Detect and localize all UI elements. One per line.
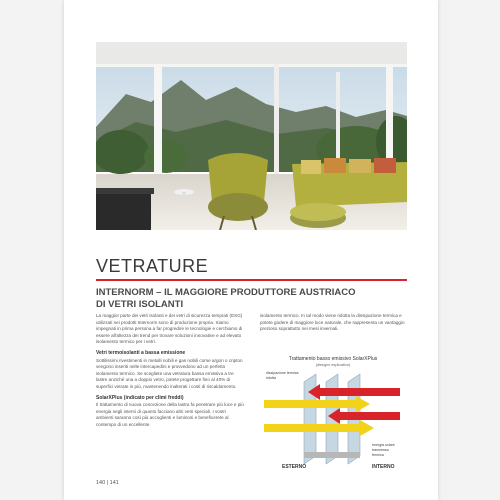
heat-arrow-2 <box>328 408 400 424</box>
section-paragraph-low-e: Sottilissimi rivestimenti in metalli nobili e gas nobili come argon o cripton vengono inseriti nelle intercapedini e provvedono ad un perfetto isolamento termico. Se scegliete una vetratura bassa emissiva a tre lastre anziché una a doppio vetro, potete progettare fino al 40% di superfici vetrate in più, mantenendo inalterati i costi di riscaldamento. <box>96 357 243 389</box>
diagram-label-energy-3: termica <box>372 453 384 457</box>
diagram-title: Trattamento basso emissivo SolarXPlus <box>288 356 378 362</box>
diagram-label-heat-1: dissipazione termica <box>266 371 299 375</box>
subtitle-line-1: INTERNORM – IL MAGGIORE PRODUTTORE AUSTRIACO <box>96 287 356 298</box>
section-paragraph-solarxplus: Il trattamento di nuova concezione della lastra fa penetrare più luce e più energia negli interni di quanto facciano altri vetri speciali. I vostri ambienti saranno così più accoglienti e luminosi e beneficerete al contempo di un eccellente <box>96 402 244 427</box>
diagram-label-interior: INTERNO <box>372 464 395 470</box>
text-column-right <box>260 313 407 335</box>
section-heading-low-e: Vetri termoisolanti a bassa emissione <box>96 349 186 356</box>
subtitle-line-2: DI VETRI ISOLANTI <box>96 298 184 310</box>
solarxplus-diagram <box>260 352 407 470</box>
title-divider <box>96 279 407 281</box>
diagram-caption: (disegno esplicativo) <box>315 363 351 367</box>
diagram-label-exterior: ESTERNO <box>282 464 307 470</box>
intro-paragraph: La maggior parte dei vetri isolanti e dei vetri di sicurezza temprati (ESG) utilizzati nei prodotti Internorm sono di produzione propria. Siamo impegnati in prima persona a far progredire le tecnologie e cerchiamo di essere all'altezza dei trend per trovare soluzioni innovative e ad elevato isolamento termico per i vetri. <box>96 313 243 345</box>
diagram-label-energy-2: trasmessa <box>372 448 389 452</box>
glass-diagram-illustration <box>260 352 407 470</box>
page-title: VETRATURE <box>96 256 209 276</box>
living-room-photo <box>96 42 407 230</box>
spacer-bar <box>304 452 360 458</box>
glass-pane-1 <box>304 374 316 464</box>
section-heading-solarxplus: SolarXPlus (indicato per climi freddi) <box>96 394 184 401</box>
page-subtitle <box>96 287 396 310</box>
diagram-label-energy-1: energia solare <box>372 443 395 447</box>
page-numbers: 140 | 141 <box>96 480 119 486</box>
text-column-left <box>96 313 244 431</box>
continued-paragraph: isolamento termico. In tal modo viene ridotta la dissipazione termica e potete godere di maggiore luce naturale, che rappresenta un vantaggio prezioso soprattutto nei mesi invernali. <box>260 313 405 332</box>
photo-illustration <box>96 42 407 230</box>
diagram-label-heat-2: ridotta <box>266 376 276 380</box>
brochure-page <box>64 0 438 500</box>
